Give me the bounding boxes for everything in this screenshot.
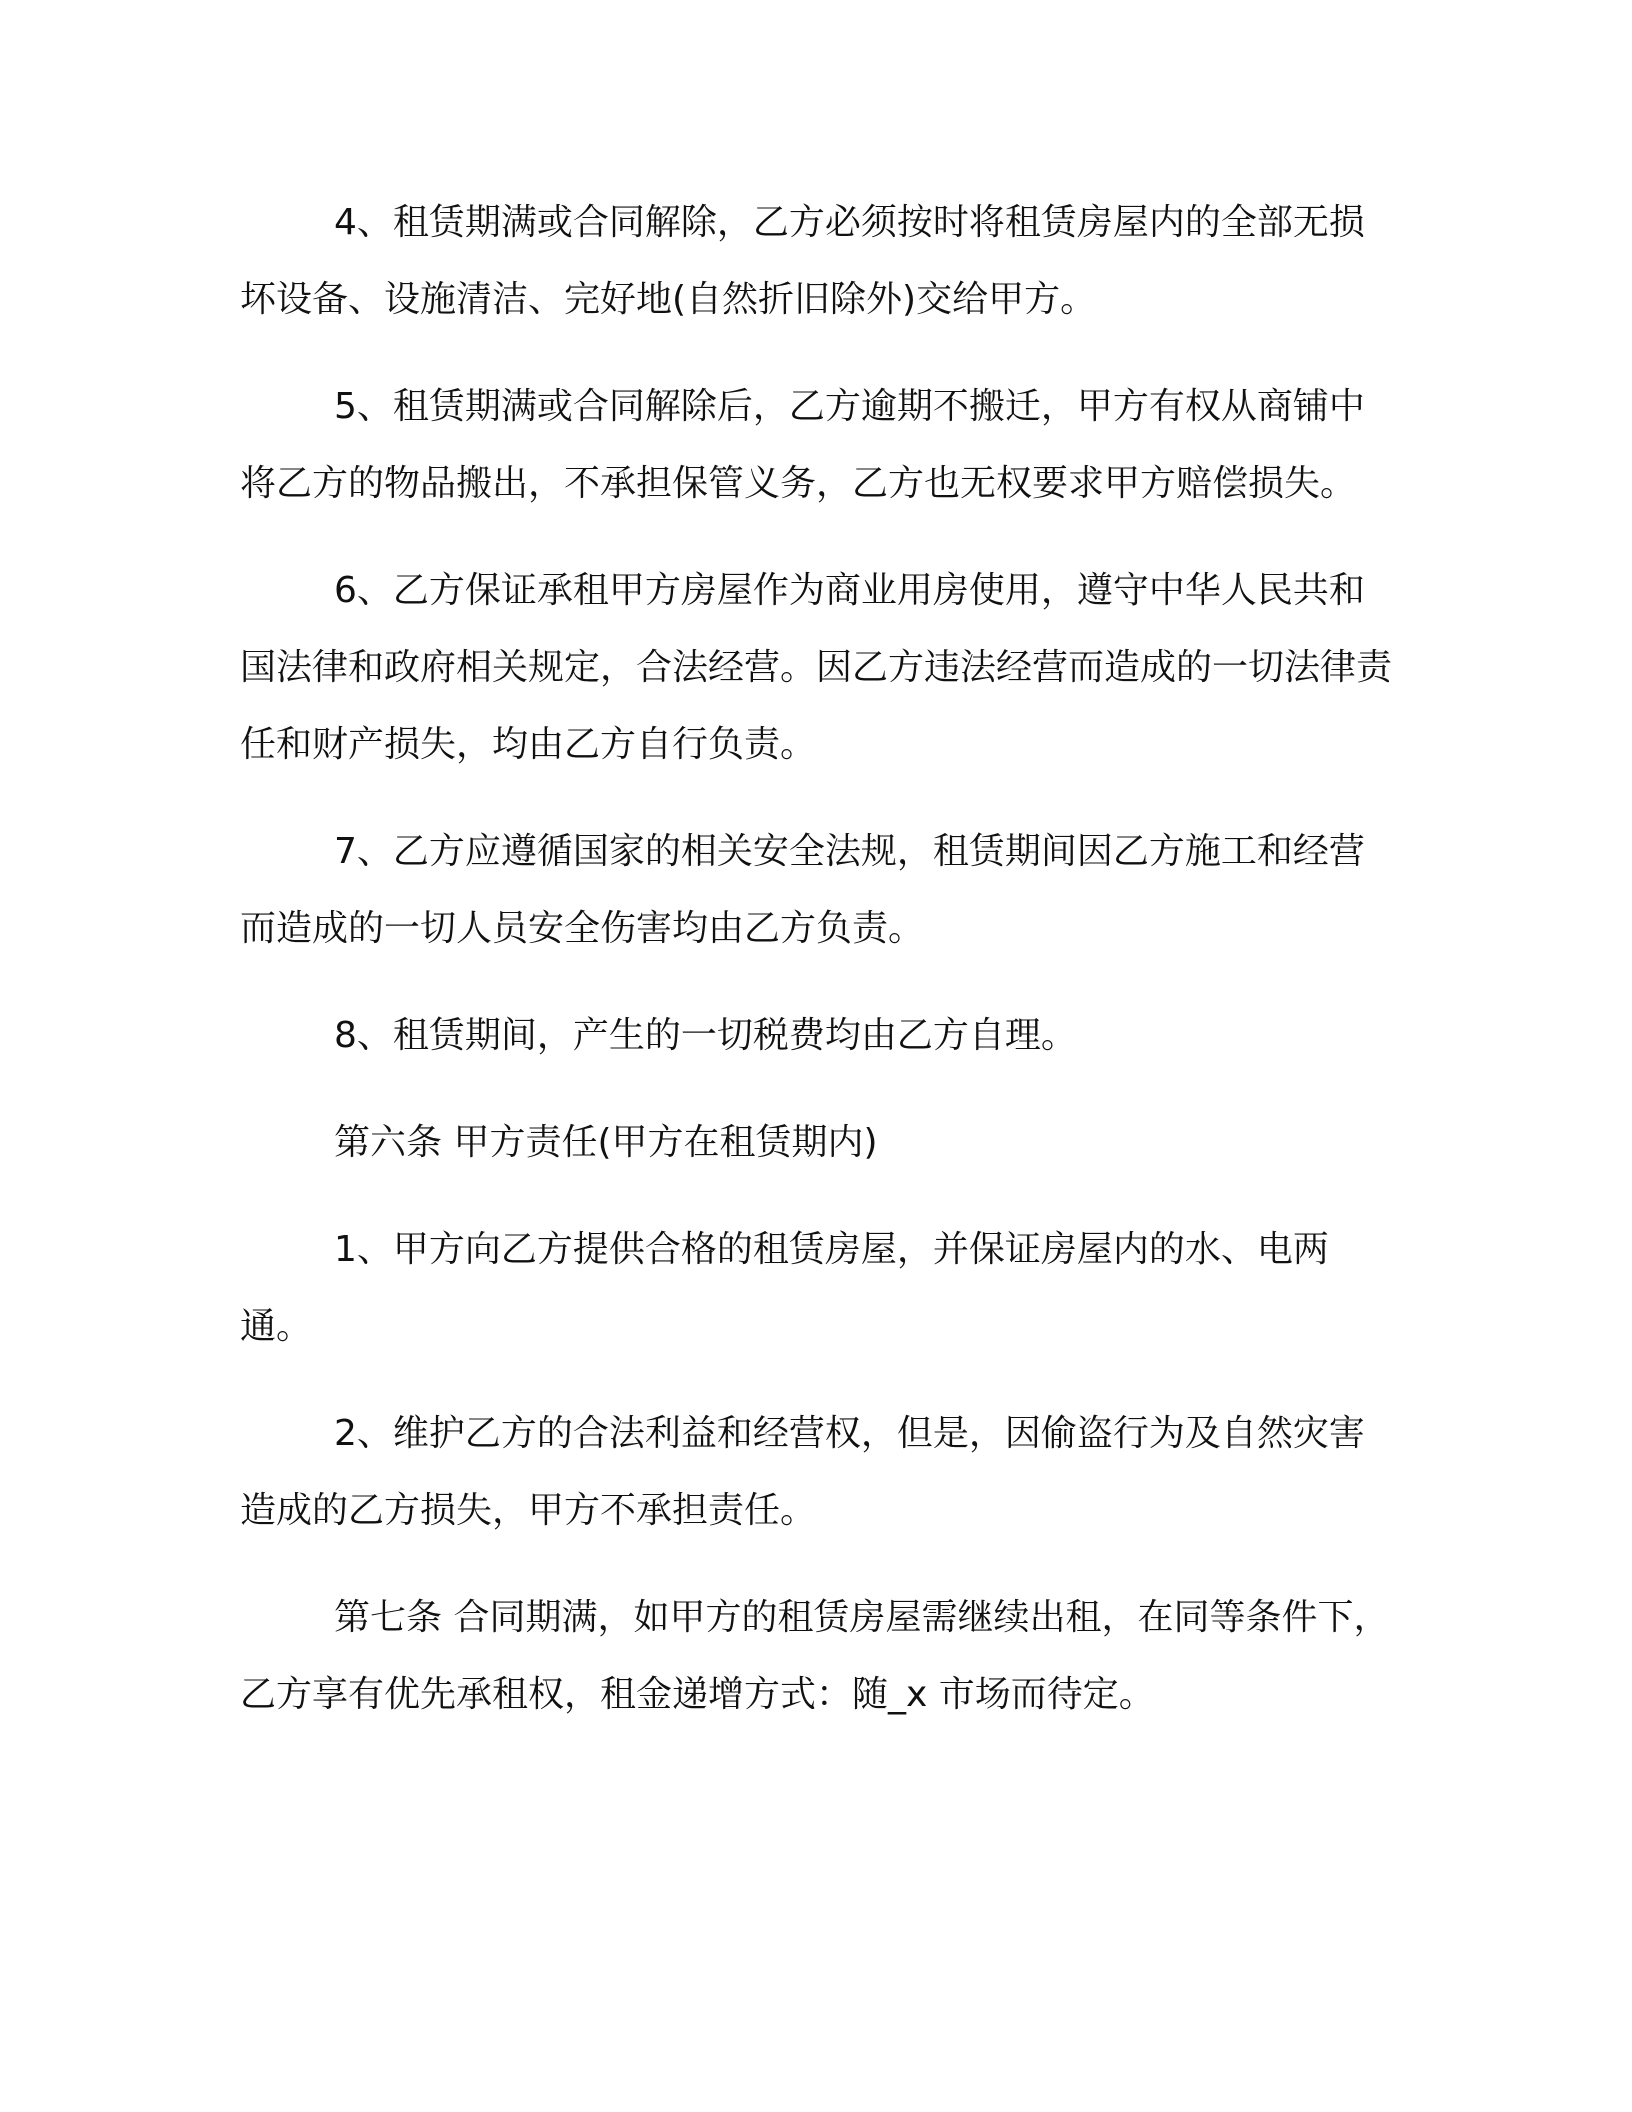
- paragraph-article-7: 第七条 合同期满，如甲方的租赁房屋需继续出租，在同等条件下，乙方享有优先承租权，租金递增方式：随_x 市场而待定。: [240, 1597, 1390, 1715]
- document-page: [240, 184, 1400, 1733]
- paragraph-lessor-duty-2: 2、维护乙方的合法利益和经营权，但是，因偷盗行为及自然灾害造成的乙方损失，甲方不承担责任。: [240, 1413, 1365, 1531]
- paragraph-clause-4: 4、租赁期满或合同解除，乙方必须按时将租赁房屋内的全部无损坏设备、设施清洁、完好地(自然折旧除外)交给甲方。: [240, 202, 1365, 320]
- paragraph-lessor-duty-1: 1、甲方向乙方提供合格的租赁房屋，并保证房屋内的水、电两通。: [240, 1229, 1329, 1347]
- paragraph-clause-7: 7、乙方应遵循国家的相关安全法规，租赁期间因乙方施工和经营而造成的一切人员安全伤害均由乙方负责。: [240, 831, 1365, 949]
- paragraph-clause-8: 8、租赁期间，产生的一切税费均由乙方自理。: [334, 1015, 1077, 1056]
- paragraph-clause-5: 5、租赁期满或合同解除后，乙方逾期不搬迁，甲方有权从商铺中将乙方的物品搬出，不承担保管义务，乙方也无权要求甲方赔偿损失。: [240, 386, 1365, 504]
- section-heading-article-6: 第六条 甲方责任(甲方在租赁期内): [334, 1122, 878, 1163]
- paragraph-clause-6: 6、乙方保证承租甲方房屋作为商业用房使用，遵守中华人民共和国法律和政府相关规定，合法经营。因乙方违法经营而造成的一切法律责任和财产损失，均由乙方自行负责。: [240, 570, 1393, 765]
